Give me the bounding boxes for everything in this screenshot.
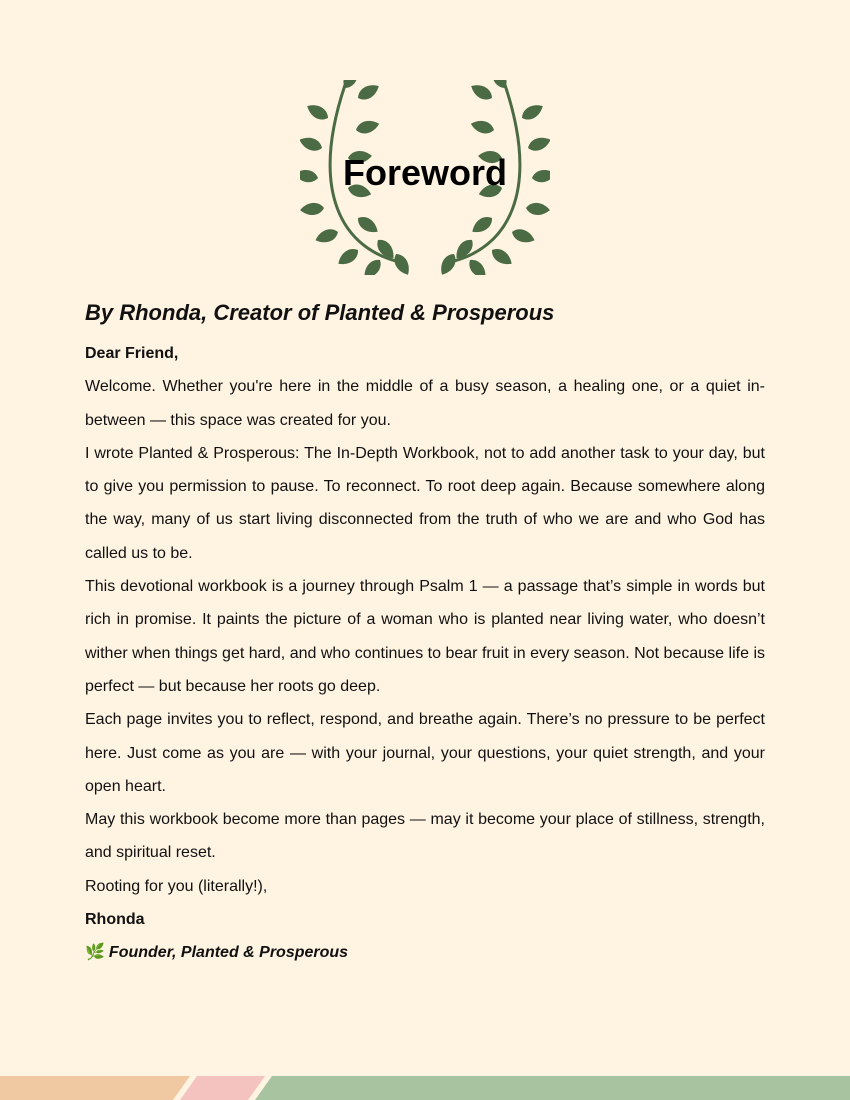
laurel-leaf: [469, 118, 495, 136]
signature-name: Rhonda: [85, 911, 145, 929]
laurel-leaf: [354, 118, 380, 136]
laurel-leaf: [313, 226, 340, 245]
laurel-leaf: [355, 81, 382, 103]
salutation: Dear Friend,: [85, 345, 179, 362]
laurel-leaf: [468, 81, 495, 103]
laurel-leaf: [355, 213, 382, 237]
laurel-leaf: [437, 251, 459, 275]
paragraph: Welcome. Whether you're here in the middle of a busy season, a healing one, or a quiet in-between — this space was created for you.: [85, 378, 765, 429]
laurel-leaf: [465, 256, 490, 275]
letter-body: [85, 337, 765, 970]
paragraph: Each page invites you to reflect, respond, and breathe again. There’s no pressure to be perfect here. Just come as you are — with your journal, your questions, your quiet strength, and your open heart.: [85, 711, 765, 795]
laurel-leaf: [360, 256, 385, 275]
page-title: Foreword: [342, 152, 507, 193]
laurel-leaf: [519, 101, 546, 123]
paragraph: I wrote Planted & Prosperous: The In-Depth Workbook, not to add another task to your day, but to give you permission to pause. To reconnect. To root deep again. Because somewhere along the way, many of us start living disconnected from the truth of who we are and who God has called us to be.: [85, 444, 765, 562]
laurel-leaf: [489, 245, 516, 269]
laurel-leaf: [510, 226, 537, 245]
laurel-leaf: [304, 101, 331, 123]
footer-band-green: [255, 1076, 850, 1100]
footer-band-pink: [180, 1076, 265, 1100]
paragraph: May this workbook become more than pages — may it become your place of stillness, strength, and spiritual reset.: [85, 811, 765, 862]
footer-color-bands: [0, 1076, 850, 1100]
laurel-leaf: [525, 202, 550, 216]
laurel-leaf: [469, 213, 496, 237]
laurel-leaf: [391, 251, 413, 275]
laurel-leaf: [335, 245, 362, 269]
footer-band-peach: [0, 1076, 190, 1100]
paragraph: This devotional workbook is a journey through Psalm 1 — a passage that’s simple in words but rich in promise. It paints the picture of a woman who is planted near living water, who doesn’t wither when things get hard, and who continues to bear fruit in every season. Not because life is perfect — but because her roots go deep.: [85, 578, 765, 695]
byline: By Rhonda, Creator of Planted & Prosperous: [85, 300, 555, 325]
closing-line: Rooting for you (literally!),: [85, 877, 268, 895]
herb-leaf-icon: 🌿: [85, 944, 105, 962]
laurel-leaf: [300, 202, 325, 216]
signature-role-line: [85, 936, 765, 969]
signature-role: Founder, Planted & Prosperous: [108, 944, 349, 962]
